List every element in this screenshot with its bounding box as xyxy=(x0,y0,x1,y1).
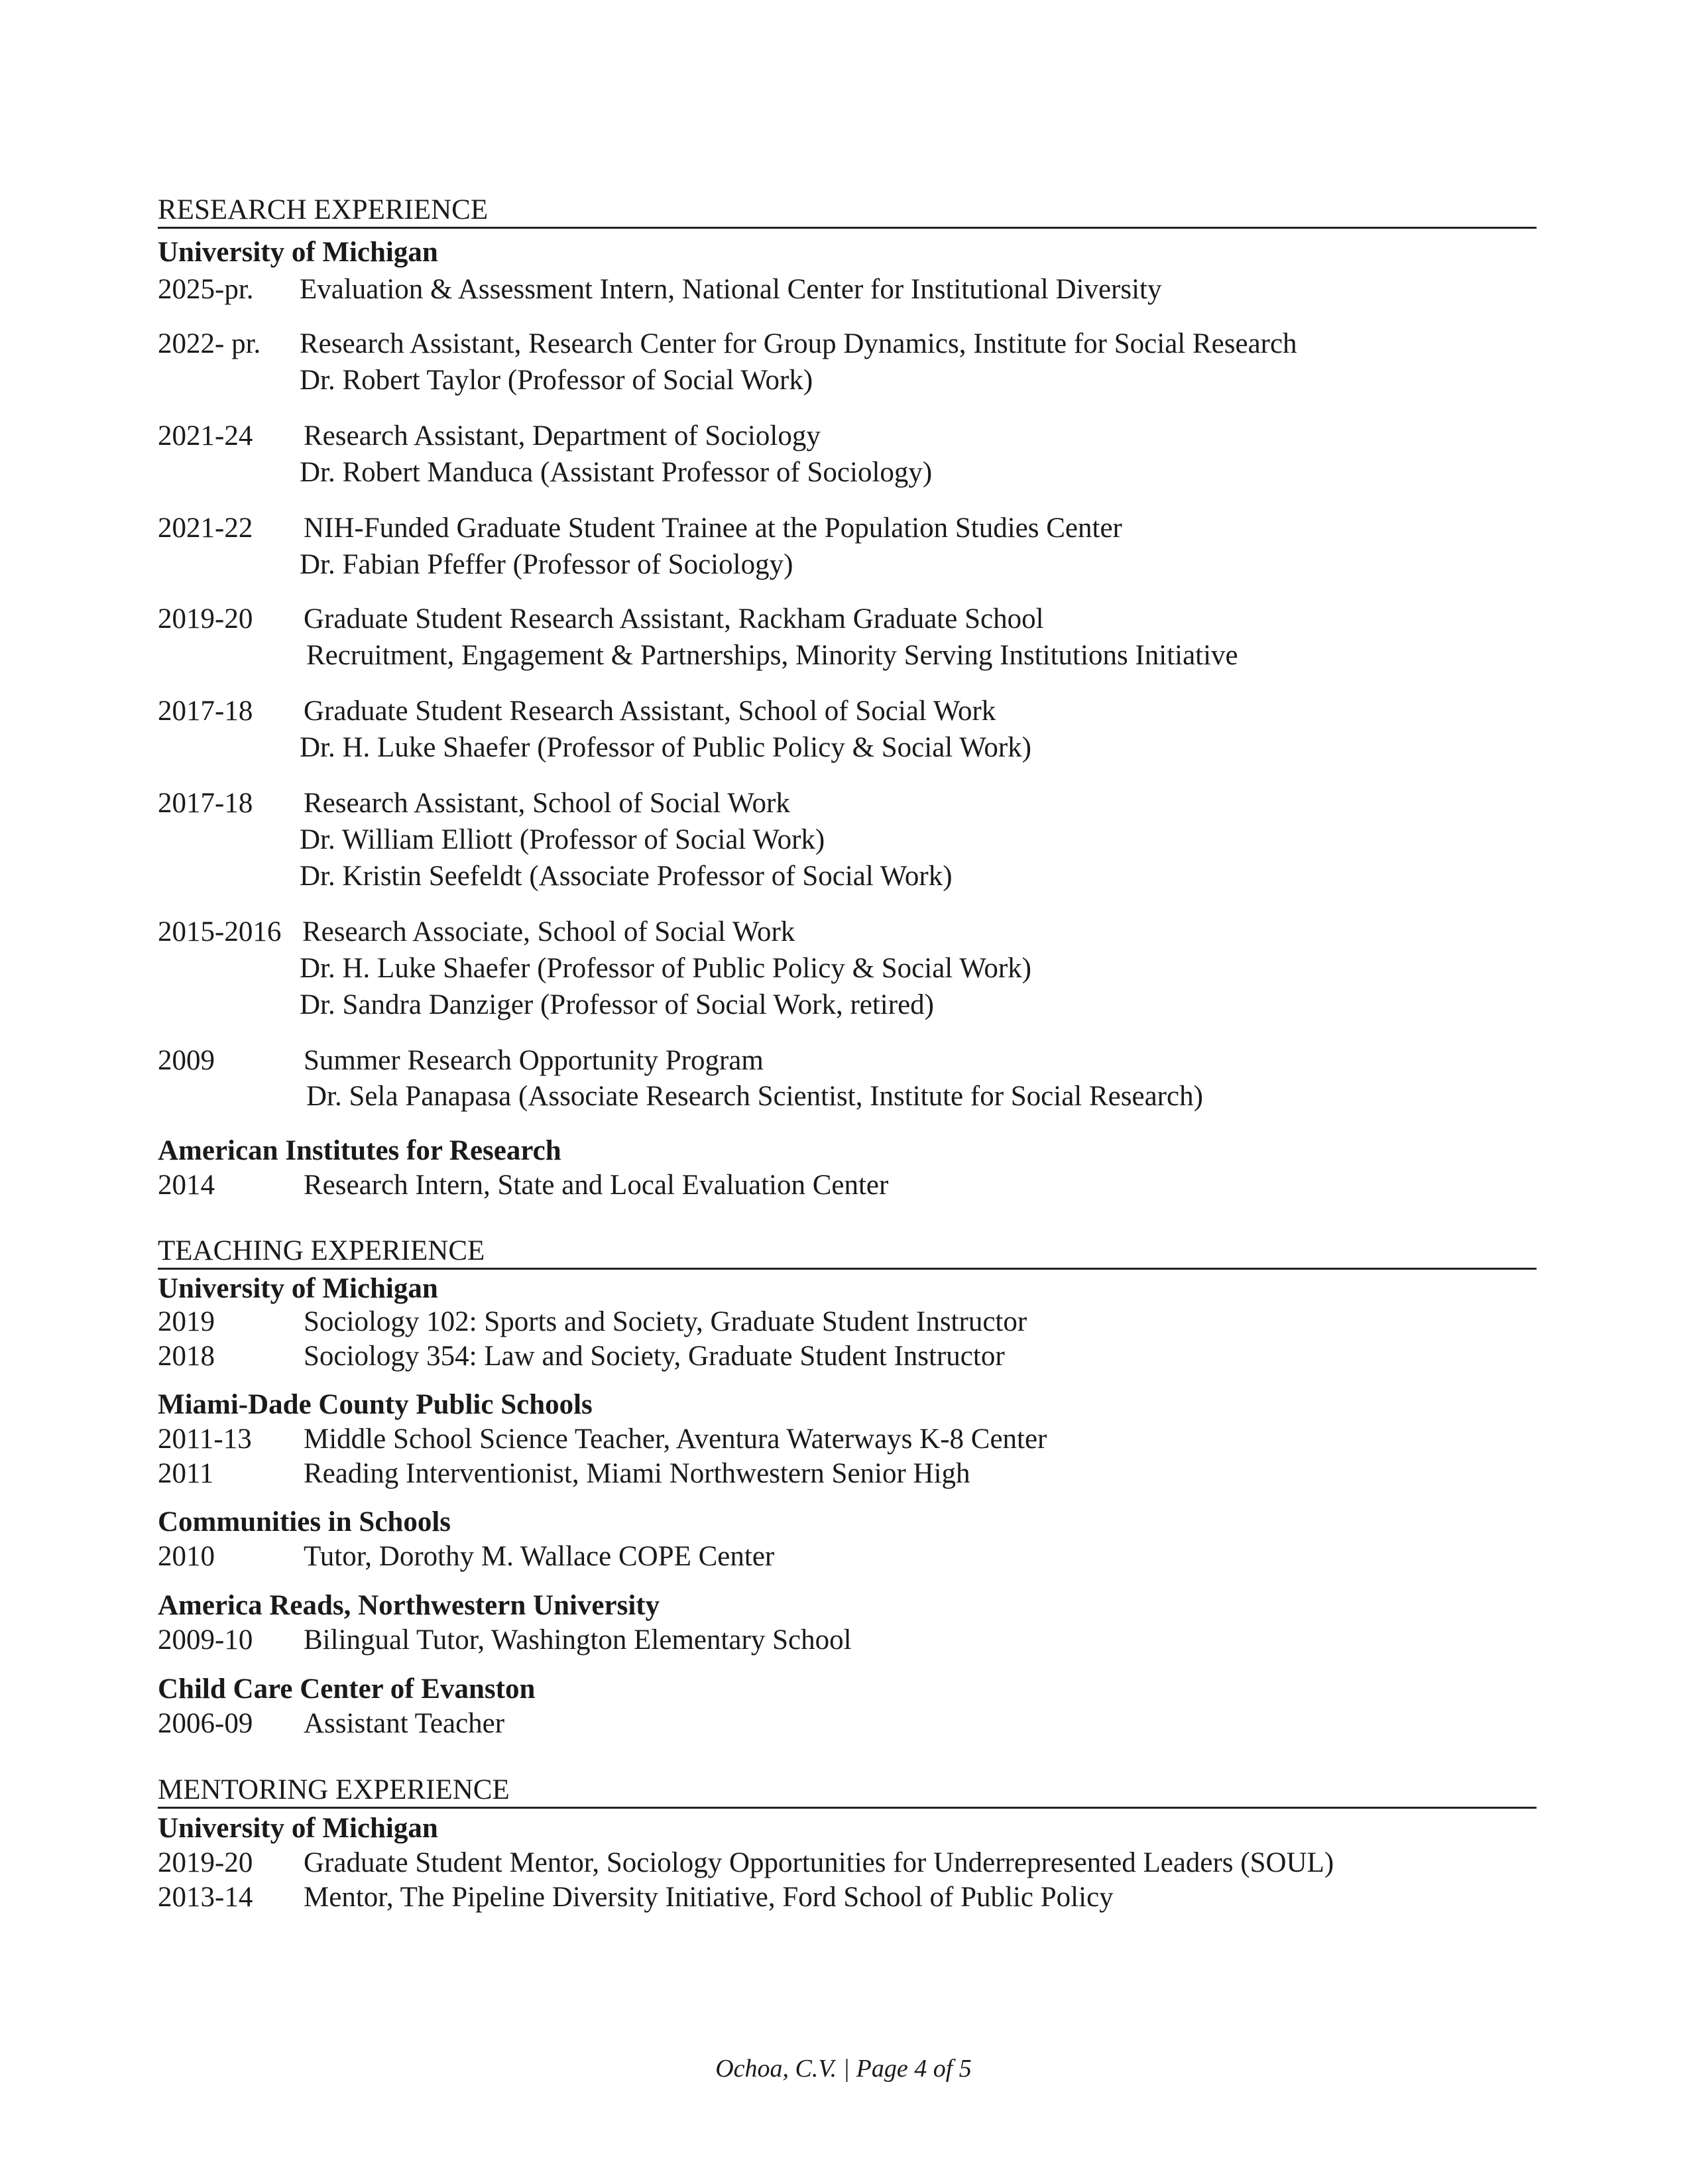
teaching-section-heading: TEACHING EXPERIENCE xyxy=(158,1235,1537,1270)
entry-line: Research Assistant, Research Center for Group Dynamics, Institute for Social Research xyxy=(300,328,1297,359)
entry-year: 2009 xyxy=(158,1045,215,1076)
entry-line: Graduate Student Research Assistant, Rackham Graduate School xyxy=(304,603,1044,635)
research-org-umich: University of Michigan xyxy=(158,237,438,268)
teaching-org-child-care: Child Care Center of Evanston xyxy=(158,1673,536,1705)
entry-line: Dr. William Elliott (Professor of Social Work) xyxy=(300,824,825,855)
entry-year: 2018 xyxy=(158,1341,215,1372)
entry-line: Mentor, The Pipeline Diversity Initiative, Ford School of Public Policy xyxy=(304,1882,1114,1913)
entry-line: Dr. Robert Manduca (Assistant Professor of Sociology) xyxy=(300,457,933,488)
entry-line: Dr. Sela Panapasa (Associate Research Scientist, Institute for Social Research) xyxy=(306,1081,1203,1112)
entry-line: Recruitment, Engagement & Partnerships, Minority Serving Institutions Initiative xyxy=(306,640,1238,671)
entry-year: 2010 xyxy=(158,1541,215,1572)
teaching-org-america-reads: America Reads, Northwestern University xyxy=(158,1590,660,1621)
entry-line: Summer Research Opportunity Program xyxy=(304,1045,764,1076)
entry-year: 2015-2016 xyxy=(158,916,282,947)
entry-year: 2021-22 xyxy=(158,513,253,544)
entry-line: Assistant Teacher xyxy=(304,1708,505,1739)
mentoring-org-umich: University of Michigan xyxy=(158,1813,438,1844)
entry-year: 2017-18 xyxy=(158,696,253,727)
entry-year: 2022- pr. xyxy=(158,328,261,359)
entry-line: Dr. H. Luke Shaefer (Professor of Public Policy & Social Work) xyxy=(300,732,1031,763)
research-org-air: American Institutes for Research xyxy=(158,1135,561,1166)
entry-line: Sociology 102: Sports and Society, Graduate Student Instructor xyxy=(304,1306,1027,1337)
entry-year: 2011 xyxy=(158,1458,214,1489)
entry-line: Dr. Fabian Pfeffer (Professor of Sociology) xyxy=(300,549,793,580)
entry-line: Dr. H. Luke Shaefer (Professor of Public Policy & Social Work) xyxy=(300,953,1031,984)
entry-line: Research Associate, School of Social Work xyxy=(302,916,795,947)
entry-line: Research Intern, State and Local Evaluation Center xyxy=(304,1170,889,1201)
entry-line: Sociology 354: Law and Society, Graduate Student Instructor xyxy=(304,1341,1005,1372)
entry-line: Dr. Robert Taylor (Professor of Social Work) xyxy=(300,365,813,396)
entry-year: 2006-09 xyxy=(158,1708,253,1739)
entry-line: NIH-Funded Graduate Student Trainee at the Population Studies Center xyxy=(304,513,1122,544)
entry-line: Dr. Sandra Danziger (Professor of Social Work, retired) xyxy=(300,989,934,1020)
entry-line: Tutor, Dorothy M. Wallace COPE Center xyxy=(304,1541,775,1572)
teaching-org-umich: University of Michigan xyxy=(158,1273,438,1304)
entry-year: 2019 xyxy=(158,1306,215,1337)
entry-year: 2017-18 xyxy=(158,788,253,819)
entry-line: Research Assistant, Department of Sociology xyxy=(304,420,821,452)
research-section-heading: RESEARCH EXPERIENCE xyxy=(158,194,1537,229)
entry-year: 2021-24 xyxy=(158,420,253,452)
entry-line: Research Assistant, School of Social Work xyxy=(304,788,790,819)
entry-year: 2019-20 xyxy=(158,603,253,635)
entry-line: Reading Interventionist, Miami Northwestern Senior High xyxy=(304,1458,970,1489)
entry-year: 2025-pr. xyxy=(158,274,254,305)
page-footer: Ochoa, C.V. | Page 4 of 5 xyxy=(715,2055,972,2083)
mentoring-section-heading: MENTORING EXPERIENCE xyxy=(158,1774,1537,1809)
entry-line: Dr. Kristin Seefeldt (Associate Professor of Social Work) xyxy=(300,861,953,892)
teaching-org-cis: Communities in Schools xyxy=(158,1506,451,1538)
teaching-org-miami-dade: Miami-Dade County Public Schools xyxy=(158,1389,593,1420)
entry-line: Bilingual Tutor, Washington Elementary School xyxy=(304,1624,852,1656)
entry-line: Graduate Student Research Assistant, School of Social Work xyxy=(304,696,996,727)
entry-line: Middle School Science Teacher, Aventura Waterways K-8 Center xyxy=(304,1424,1047,1455)
entry-line: Graduate Student Mentor, Sociology Opportunities for Underrepresented Leaders (SOUL) xyxy=(304,1847,1334,1878)
entry-line: Evaluation & Assessment Intern, National Center for Institutional Diversity xyxy=(300,274,1162,305)
entry-year: 2009-10 xyxy=(158,1624,253,1656)
entry-year: 2013-14 xyxy=(158,1882,253,1913)
entry-year: 2014 xyxy=(158,1170,215,1201)
entry-year: 2019-20 xyxy=(158,1847,253,1878)
entry-year: 2011-13 xyxy=(158,1424,252,1455)
